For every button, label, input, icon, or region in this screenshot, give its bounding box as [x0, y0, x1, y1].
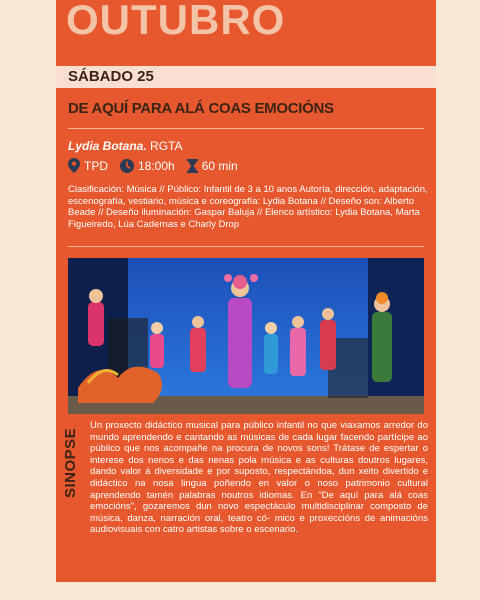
time-group: [120, 159, 175, 173]
location-pin-icon: [68, 158, 80, 173]
time-label: 18:00h: [138, 158, 175, 173]
event-author: [68, 139, 182, 153]
day-label: SÁBADO 25: [68, 68, 154, 85]
event-title: DE AQUÍ PARA ALÁ COAS EMOCIÓNS: [68, 100, 334, 117]
event-meta: [68, 158, 250, 173]
duration-group: [187, 159, 238, 173]
venue-label: TPD: [84, 158, 108, 173]
divider: [68, 128, 424, 129]
author-company: RGTA: [150, 139, 183, 153]
venue-group: [68, 158, 108, 173]
hourglass-icon: [187, 159, 198, 173]
author-name: Lydia Botana.: [68, 139, 147, 153]
info-credits: Clasificación: Música // Público: Infantil de 3 a 10 anos Autoría, dirección, adaptación, escenografía, vestiario, música e coreografía: Lydia Botana // Deseño son: Alberto Beade // Deseño iluminación: Gaspar Baluja // Elenco artístico: Lydia Botana, Marta Figueiredo, Lúa Cadernas e Charly Drop: [68, 184, 428, 230]
sinopse-text: Un proxecto didáctico musical para público infantil no que viaxamos arredor do mundo aprendendo e cantando as músicas de cada lugar facendo partícipe ao público que nos acompañe na procura de novos sons! Trátase de espertar o interese dos nenos e das nenas pola música e as culturas doutros lugares, dando valor á diversidade e por suposto, respectándoa, dun xeito divertido e didáctico na nosa lingua poñendo en valor o noso patrimonio cultural aprendendo tamén palabras noutros idiomas. En "De aquí para alá coas emocións", gozaremos dun novo espectáculo multidisciplinar composto de música, danza, narración oral, teatro có- mico e proxeccións de animacións audiovisuais con catro artistas sobre o escenario.: [90, 420, 428, 536]
divider: [68, 246, 424, 247]
event-card: [56, 0, 436, 582]
duration-label: 60 min: [201, 158, 238, 173]
month-heading: OUTUBRO: [66, 0, 286, 43]
clock-icon: [120, 159, 134, 173]
stage-photo: [68, 258, 424, 414]
sinopse-label: SINOPSE: [62, 427, 79, 498]
